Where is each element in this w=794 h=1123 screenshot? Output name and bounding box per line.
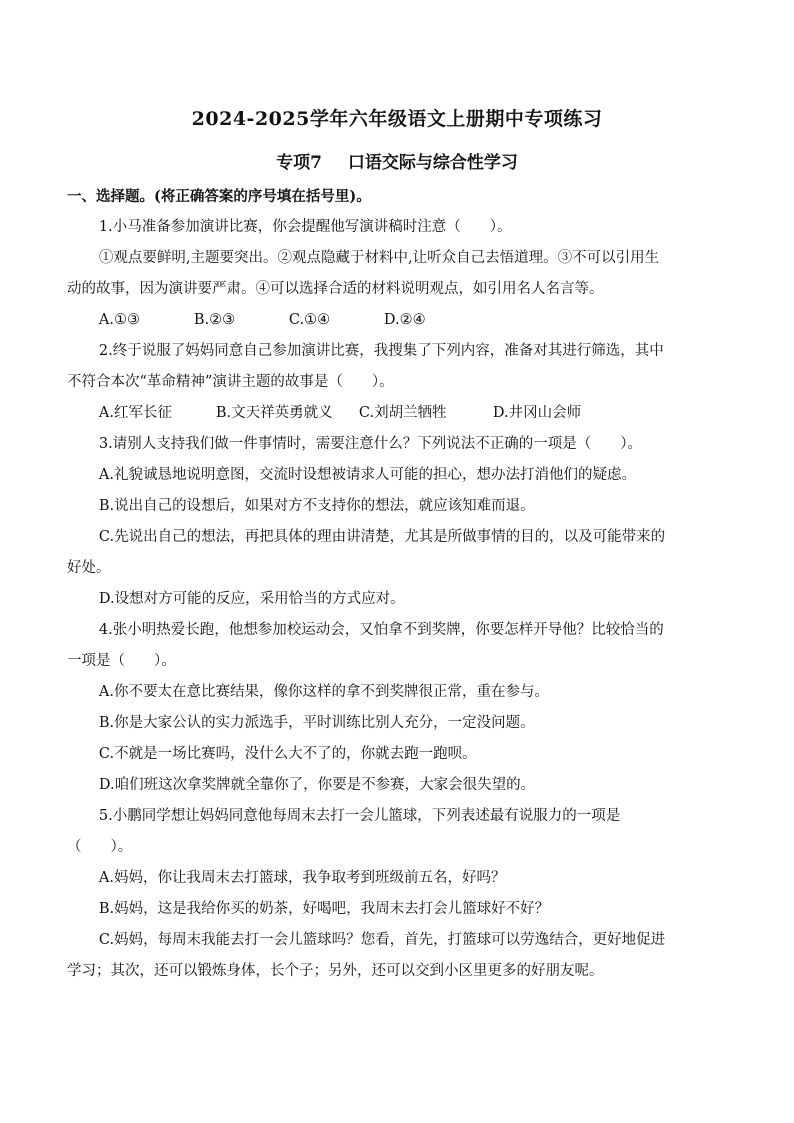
q5-stem-line2: （ ）。 bbox=[67, 839, 133, 855]
q4-option-b: B.你是大家公认的实力派选手，平时训练比别人充分，一定没问题。 bbox=[98, 715, 535, 731]
q1-stem: 1.小马准备参加演讲比赛，你会提醒他写演讲稿时注意（ ）。 bbox=[98, 219, 512, 235]
q5-option-b: B.妈妈，这是我给你买的奶茶，好喝吧，我周末去打会儿篮球好不好？ bbox=[98, 901, 550, 917]
q1-option-a: A.①③ bbox=[98, 312, 140, 328]
q1-option-b: B.②③ bbox=[193, 312, 236, 328]
page-subtitle bbox=[0, 148, 794, 173]
q2-option-c: C.刘胡兰牺牲 bbox=[358, 405, 447, 421]
section-heading: 一、选择题。(将正确答案的序号填在括号里)。 bbox=[67, 188, 371, 205]
q3-option-a: A.礼貌诚恳地说明意图，交流时设想被请求人可能的担心，想办法打消他们的疑虑。 bbox=[98, 467, 636, 483]
q3-option-c-line2: 好处。 bbox=[67, 560, 111, 576]
q2-stem-line1: 2.终于说服了妈妈同意自己参加演讲比赛，我搜集了下列内容，准备对其进行筛选，其中 bbox=[98, 343, 664, 359]
q3-option-b: B.说出自己的设想后，如果对方不支持你的想法，就应该知难而退。 bbox=[98, 498, 535, 514]
q4-option-a: A.你不要太在意比赛结果，像你这样的拿不到奖牌很正常，重在参与。 bbox=[98, 684, 549, 700]
q4-option-d: D.咱们班这次拿奖牌就全靠你了，你要是不参赛，大家会很失望的。 bbox=[98, 777, 536, 793]
q2-options bbox=[67, 398, 727, 429]
q2-option-b: B.文天祥英勇就义 bbox=[215, 405, 333, 421]
q5-option-c-line2: 学习；其次，还可以锻炼身体，长个子；另外，还可以交到小区里更多的好朋友呢。 bbox=[67, 963, 604, 979]
q2-option-d: D.井冈山会师 bbox=[492, 405, 582, 421]
q1-options bbox=[67, 305, 727, 336]
q3-option-c-line1: C.先说出自己的想法，再把具体的理由讲清楚，尤其是所做事情的目的，以及可能带来的 bbox=[98, 529, 666, 545]
q4-stem-line1: 4.张小明热爱长跑，他想参加校运动会，又怕拿不到奖牌，你要怎样开导他？比较恰当的 bbox=[98, 622, 664, 638]
q2-stem-line2: 不符合本次“革命精神”演讲主题的故事是（ ）。 bbox=[67, 374, 394, 390]
q2-option-a: A.红军长征 bbox=[98, 405, 172, 421]
subtitle-part2: 口语交际与综合性学习 bbox=[347, 153, 518, 173]
q1-desc-line2: 动的故事，因为演讲要严肃。④可以选择合适的材料说明观点，如引用名人名言等。 bbox=[67, 281, 604, 297]
q4-stem-line2: 一项是（ ）。 bbox=[67, 653, 176, 669]
subtitle-part1: 专项7 bbox=[276, 153, 322, 173]
q1-desc-line1: ①观点要鲜明,主题要突出。②观点隐藏于材料中,让听众自己去悟道理。③不可以引用生 bbox=[98, 250, 660, 266]
q3-stem: 3.请别人支持我们做一件事情时，需要注意什么？下列说法不正确的一项是（ ）。 bbox=[98, 436, 642, 452]
q5-stem-line1: 5.小鹏同学想让妈妈同意他每周末去打一会儿篮球，下列表述最有说服力的一项是 bbox=[98, 808, 621, 824]
q5-option-a: A.妈妈，你让我周末去打篮球，我争取考到班级前五名，好吗？ bbox=[98, 870, 506, 886]
question-content bbox=[67, 181, 727, 987]
q1-option-c: C.①④ bbox=[288, 312, 331, 328]
q5-option-c-line1: C.妈妈，每周末我能去打一会儿篮球吗？您看，首先，打篮球可以劳逸结合，更好地促进 bbox=[98, 932, 666, 948]
q1-option-d: D.②④ bbox=[383, 312, 426, 328]
page-title: 2024-2025学年六年级语文上册期中专项练习 bbox=[191, 108, 603, 130]
q3-option-d: D.设想对方可能的反应，采用恰当的方式应对。 bbox=[98, 591, 405, 607]
q4-option-c: C.不就是一场比赛吗，没什么大不了的，你就去跑一跑呗。 bbox=[98, 746, 477, 762]
